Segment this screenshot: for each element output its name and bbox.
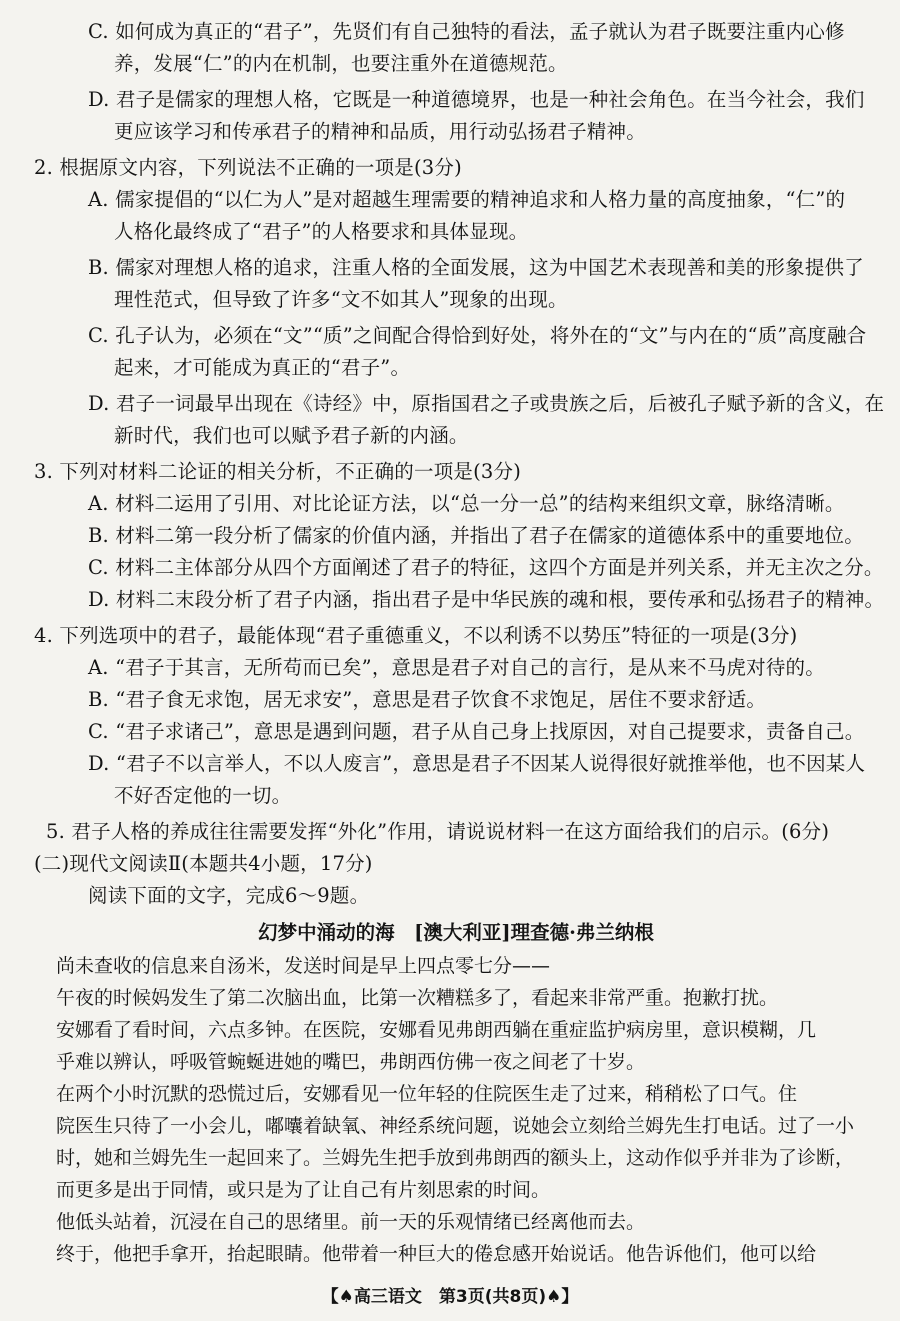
story-line: 乎难以辨认，呼吸管蜿蜒进她的嘴巴，弗朗西仿佛一夜之间老了十岁。 [56, 1051, 646, 1073]
q4-option-d-line1: D. “君子不以言举人，不以人废言”，意思是君子不因某人说得很好就推举他，也不因某人 [88, 752, 866, 775]
q2-option-b-line2: 理性范式，但导致了许多“文不如其人”现象的出现。 [114, 288, 568, 311]
q4-stem: 4. 下列选项中的君子，最能体现“君子重德重义，不以利诱不以势压”特征的一项是(3分) [34, 624, 798, 647]
story-line: 他低头站着，沉浸在自己的思绪里。前一天的乐观情绪已经离他而去。 [56, 1211, 646, 1233]
q2-option-d-line2: 新时代，我们也可以赋予君子新的内涵。 [114, 424, 469, 447]
q4-option-a: A. “君子于其言，无所苟而已矣”，意思是君子对自己的言行，是从来不马虎对待的。 [88, 656, 825, 679]
q3-option-c: C. 材料二主体部分从四个方面阐述了君子的特征，这四个方面是并列关系，并无主次之分。 [88, 556, 884, 579]
story-line: 安娜看了看时间，六点多钟。在医院，安娜看见弗朗西躺在重症监护病房里，意识模糊，几 [56, 1019, 817, 1041]
q4-option-d-line2: 不好否定他的一切。 [114, 784, 292, 807]
q3-option-d: D. 材料二末段分析了君子内涵，指出君子是中华民族的魂和根，要传承和弘扬君子的精神。 [88, 588, 885, 611]
story-line: 尚未查收的信息来自汤米，发送时间是早上四点零七分—— [56, 955, 551, 977]
q2-stem: 2. 根据原文内容，下列说法不正确的一项是(3分) [34, 156, 462, 179]
q3-stem: 3. 下列对材料二论证的相关分析，不正确的一项是(3分) [34, 460, 522, 483]
q2-option-c-line2: 起来，才可能成为真正的“君子”。 [114, 356, 411, 379]
q4-option-c: C. “君子求诸己”，意思是遇到问题，君子从自己身上找原因，对自己提要求，责备自己。 [88, 720, 865, 743]
q2-option-a-line1: A. 儒家提倡的“以仁为人”是对超越生理需要的精神追求和人格力量的高度抽象，“仁”的 [88, 188, 846, 211]
q2-option-c-line1: C. 孔子认为，必须在“文”“质”之间配合得恰到好处，将外在的“文”与内在的“质”高度融合 [88, 324, 867, 347]
q2-option-d-line1: D. 君子一词最早出现在《诗经》中，原指国君之子或贵族之后，后被孔子赋予新的含义，在 [88, 392, 885, 415]
q5-stem: 5. 君子人格的养成往往需要发挥“外化”作用，请说说材料一在这方面给我们的启示。(6分) [46, 820, 830, 843]
q3-option-a: A. 材料二运用了引用、对比论证方法，以“总一分一总”的结构来组织文章，脉络清晰。 [88, 492, 845, 515]
q4-option-b: B. “君子食无求饱，居无求安”，意思是君子饮食不求饱足，居住不要求舒适。 [88, 688, 767, 711]
story-line: 在两个小时沉默的恐慌过后，安娜看见一位年轻的住院医生走了过来，稍稍松了口气。住 [56, 1083, 798, 1105]
q2-option-b-line1: B. 儒家对理想人格的追求，注重人格的全面发展，这为中国艺术表现善和美的形象提供了 [88, 256, 864, 279]
story-line: 午夜的时候妈发生了第二次脑出血，比第一次糟糕多了，看起来非常严重。抱歉打扰。 [56, 987, 779, 1009]
q3-option-b: B. 材料二第一段分析了儒家的价值内涵，并指出了君子在儒家的道德体系中的重要地位。 [88, 524, 864, 547]
page-footer: 【♠高三语文 第3页(共8页)♠】 [321, 1287, 579, 1307]
story-title: 幻梦中涌动的海 [澳大利亚]理查德·弗兰纳根 [258, 921, 654, 944]
story-line: 终于，他把手拿开，抬起眼睛。他带着一种巨大的倦怠感开始说话。他告诉他们，他可以给 [56, 1243, 817, 1265]
story-line: 而更多是出于同情，或只是为了让自己有片刻思索的时间。 [56, 1179, 551, 1201]
q2-option-a-line2: 人格化最终成了“君子”的人格要求和具体显现。 [114, 220, 529, 243]
q1-option-d-line2: 更应该学习和传承君子的精神和品质，用行动弘扬君子精神。 [114, 120, 646, 143]
story-line: 时，她和兰姆先生一起回来了。兰姆先生把手放到弗朗西的额头上，这动作似乎并非为了诊断， [56, 1147, 855, 1169]
q1-option-c-line1: C. 如何成为真正的“君子”，先贤们有自己独特的看法，孟子就认为君子既要注重内心修 [88, 20, 845, 43]
q1-option-c-line2: 养，发展“仁”的内在机制，也要注重外在道德规范。 [114, 52, 568, 75]
section2-heading: (二)现代文阅读Ⅱ(本题共4小题，17分) [34, 852, 373, 875]
q1-option-d-line1: D. 君子是儒家的理想人格，它既是一种道德境界，也是一种社会角色。在当今社会，我们 [88, 88, 865, 111]
story-line: 院医生只待了一小会儿，嘟囔着缺氧、神经系统问题，说她会立刻给兰姆先生打电话。过了一小 [56, 1115, 855, 1137]
section2-instruction: 阅读下面的文字，完成6～9题。 [88, 884, 370, 907]
